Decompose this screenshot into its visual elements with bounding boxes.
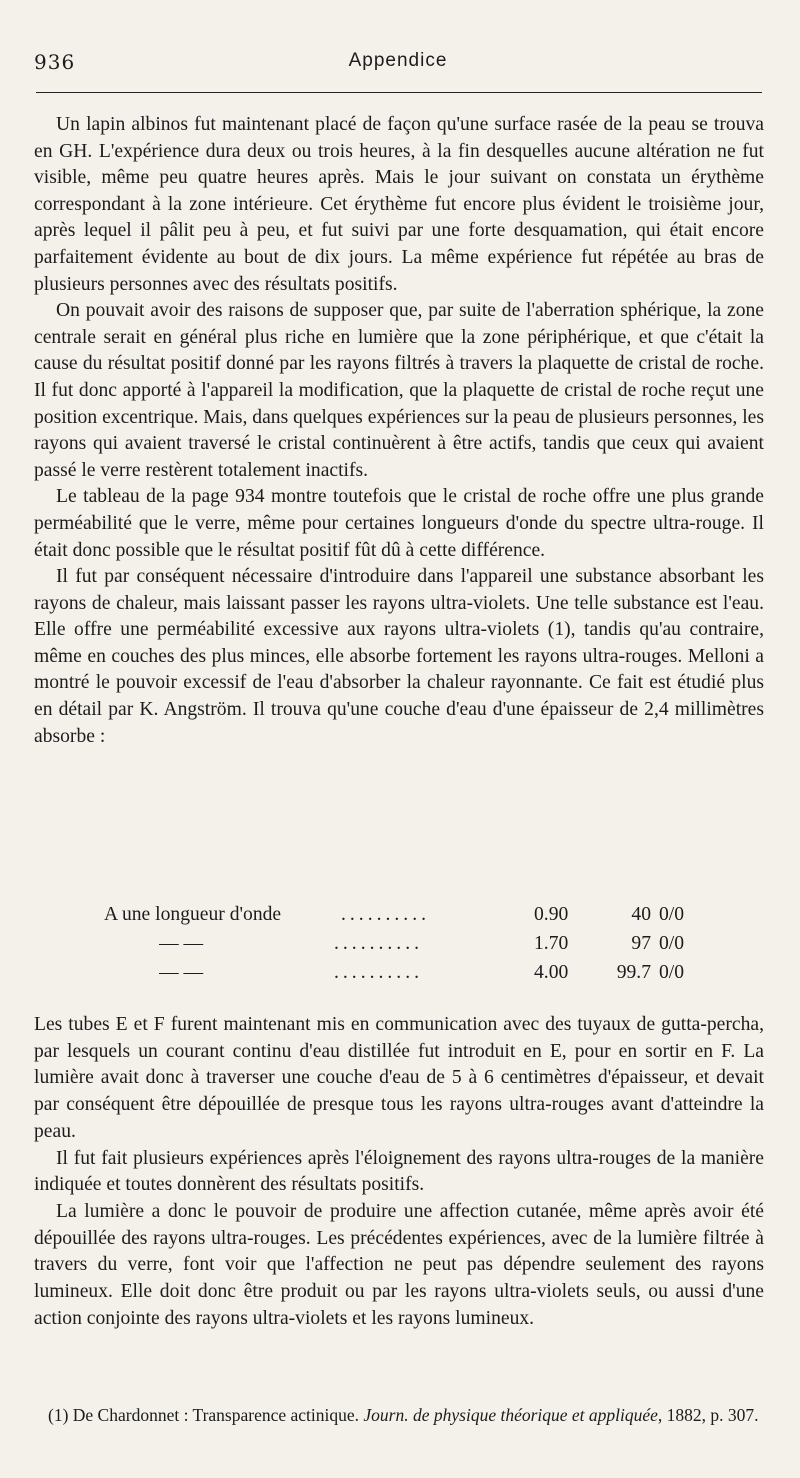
paragraph: Le tableau de la page 934 montre toutefois que le cristal de roche offre une plus grande perméabilité que le verre, même pour certaines longueurs d'onde du spectre ultra-rouge. Il était donc possible que le résultat positif fût dû à cette différence. (34, 486, 764, 561)
wavelength-value: 4.00 (534, 962, 569, 983)
page-number: 936 (34, 50, 76, 74)
leader-dots: .......... (334, 962, 423, 983)
body-text-bottom (34, 1012, 764, 1332)
leader-dots: .......... (334, 933, 423, 954)
footnote-marker: (1) (48, 1405, 69, 1425)
absorption-table (34, 900, 764, 987)
footnote-journal: Journ. de physique théorique et appliquée (363, 1405, 658, 1425)
row-label: — — (159, 962, 204, 983)
absorption-percent: 99.7 (616, 962, 651, 983)
table-row (34, 929, 764, 958)
paragraph: Il fut fait plusieurs expériences après l'éloignement des rayons ultra-rouges de la manière indiquée et toutes donnèrent des résultats positifs. (34, 1147, 764, 1196)
paragraph: Les tubes E et F furent maintenant mis en communication avec des tuyaux de gutta-percha, par lesquels un courant continu d'eau distillée fut introduit en E, pour en sortir en F. La lumière avait donc à traverser une couche d'eau de 5 à 6 centimètres d'épaisseur, et devait par conséquent être dépouillée de presque tous les rayons ultra-rouges avant d'atteindre la peau. (34, 1014, 764, 1142)
footnote (34, 1403, 764, 1427)
row-label: — — (159, 933, 204, 954)
table-row (34, 958, 764, 987)
percent-unit: 0/0 (659, 933, 685, 954)
footnote-author: De Chardonnet : Transparence actinique. (72, 1405, 360, 1425)
footnote-text (34, 1403, 764, 1427)
paragraph: On pouvait avoir des raisons de supposer que, par suite de l'aberration sphérique, la zone centrale serait en général plus riche en lumière que la zone périphérique, et que c'était la cause du résultat positif donné par les rayons filtrés à travers la plaquette de cristal de roche. Il fut donc apporté à l'appareil la modification, que la plaquette de cristal de roche reçut une position excentrique. Mais, dans quelques expériences sur la peau de plusieurs personnes, les rayons qui avaient traversé le cristal continuèrent à être actifs, tandis que ceux qui avaient passé le verre restèrent totalement inactifs. (34, 300, 764, 481)
absorption-percent: 97 (631, 933, 651, 954)
header-rule (36, 92, 762, 93)
wavelength-value: 0.90 (534, 904, 569, 925)
footnote-citation: , 1882, p. 307. (657, 1405, 759, 1425)
running-title: Appendice (348, 50, 448, 71)
paragraph: Un lapin albinos fut maintenant placé de façon qu'une surface rasée de la peau se trouva en GH. L'expérience dura deux ou trois heures, à la fin desquelles aucune altération ne fut visible, même peu quatre heures après. Mais le jour suivant on constata un érythème correspondant à la zone intérieure. Cet érythème fut encore plus évident le troisième jour, après lequel il pâlit peu à peu, et fut suivi par une forte desquamation, qui était encore parfaitement évidente au bout de dix jours. La même expérience fut répétée au bras de plusieurs personnes avec des résultats positifs. (34, 114, 764, 295)
body-text-top (34, 112, 764, 750)
wavelength-value: 1.70 (534, 933, 569, 954)
paragraph: Il fut par conséquent nécessaire d'introduire dans l'appareil une substance absorbant les rayons de chaleur, mais laissant passer les rayons ultra-violets. Une telle substance est l'eau. Elle offre une perméabilité excessive aux rayons ultra-violets (1), tandis qu'au contraire, même en couches des plus minces, elle absorbe fortement les rayons ultra-rouges. Melloni a montré le pouvoir excessif de l'eau d'absorber la chaleur rayonnante. Ce fait est étudié plus en détail par K. Angström. Il trouva qu'une couche d'eau d'une épaisseur de 2,4 millimètres absorbe : (34, 566, 764, 747)
percent-unit: 0/0 (659, 962, 685, 983)
paragraph: La lumière a donc le pouvoir de produire une affection cutanée, même après avoir été dépouillée des rayons ultra-rouges. Les précédentes expériences, avec de la lumière filtrée à travers du verre, font voir que l'affection ne peut pas dépendre seulement des rayons lumineux. Elle doit donc être produit ou par les rayons ultra-violets seuls, ou aussi d'une action conjointe des rayons ultra-violets et les rayons lumineux. (34, 1200, 764, 1329)
percent-unit: 0/0 (659, 904, 685, 925)
row-label: A une longueur d'onde (104, 904, 282, 925)
page-header (34, 50, 762, 80)
absorption-percent: 40 (631, 904, 651, 925)
leader-dots: .......... (341, 904, 430, 925)
table-row (34, 900, 764, 929)
